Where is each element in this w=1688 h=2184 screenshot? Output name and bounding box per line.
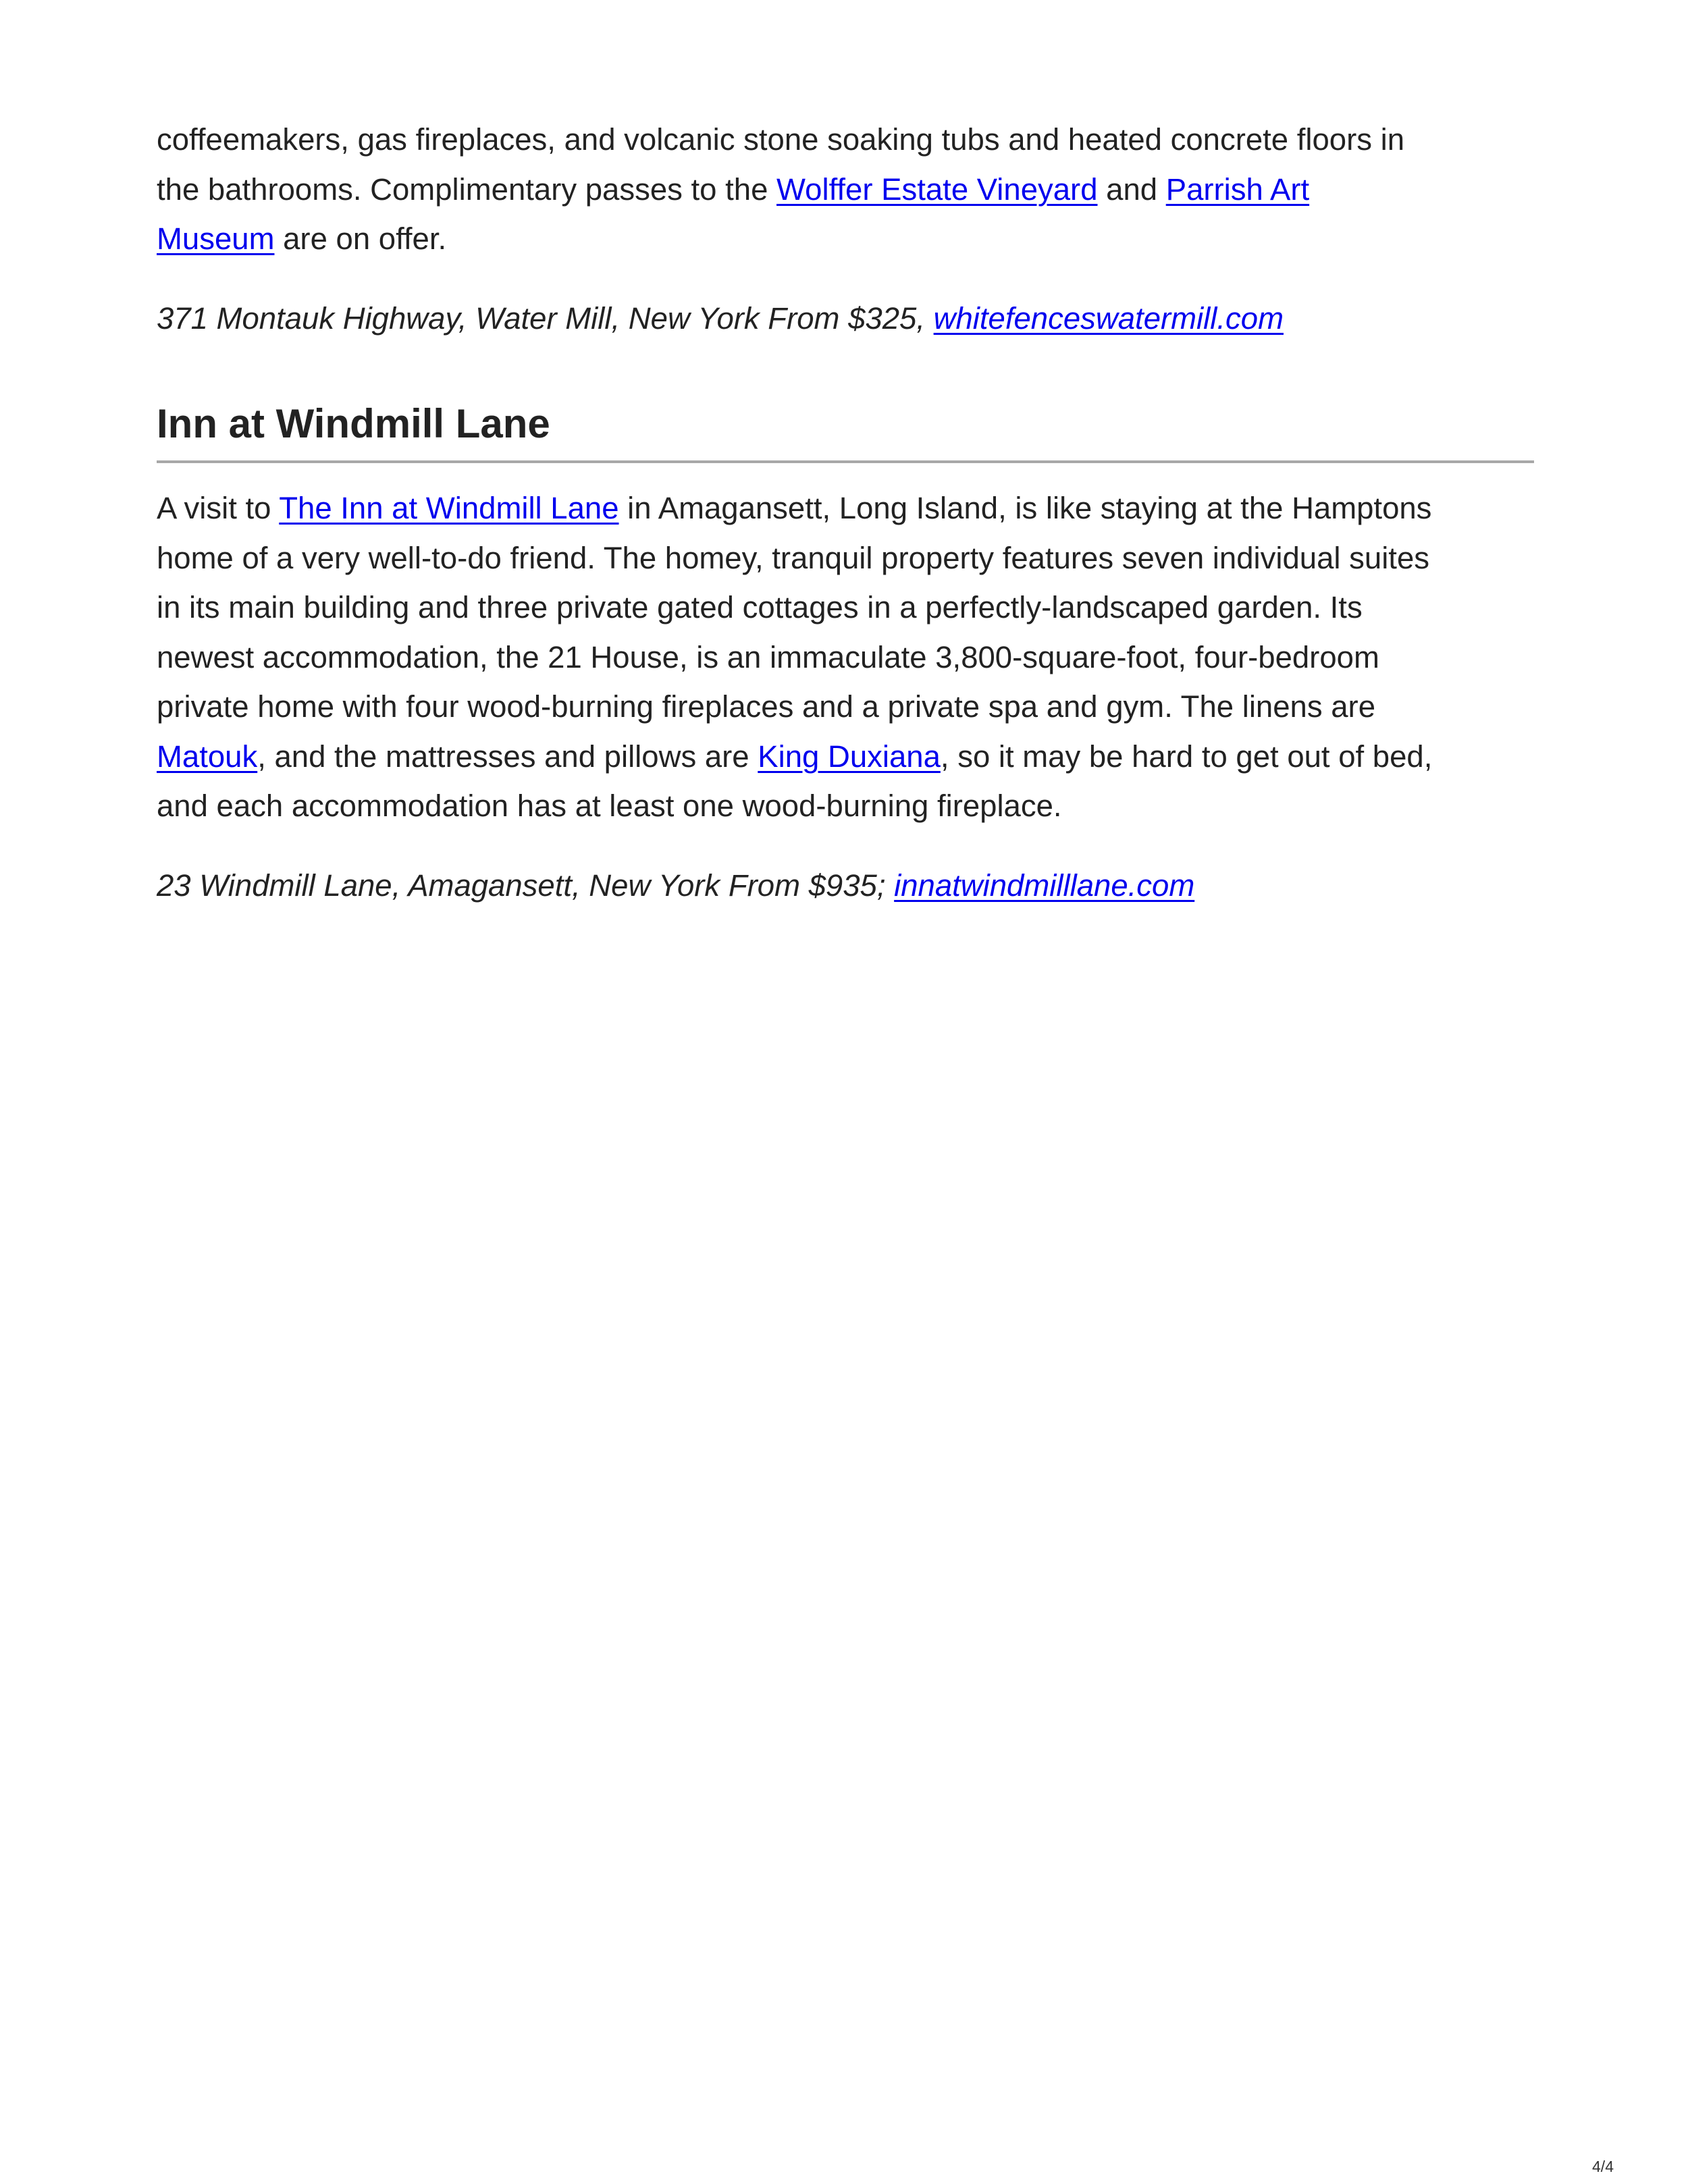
body-line-3: in its main building and three private gated cottages in a perfectly-landscaped garden. Its xyxy=(157,590,1363,624)
inn-description-paragraph xyxy=(157,483,1534,831)
inn-website-link[interactable]: innatwindmilllane.com xyxy=(894,868,1195,903)
body-line-6-after: , so it may be hard to get out of bed, xyxy=(940,739,1433,774)
and-text: and xyxy=(1097,171,1166,207)
whitefences-website-link[interactable]: whitefenceswatermill.com xyxy=(933,300,1284,336)
body-line-1-after: in Amagansett, Long Island, is like staying at the Hamptons xyxy=(618,491,1432,525)
wolffer-estate-vineyard-link[interactable]: Wolffer Estate Vineyard xyxy=(776,171,1098,207)
page-number: 4/4 xyxy=(1592,2158,1614,2175)
body-line-4: newest accommodation, the 21 House, is an immaculate 3,800-square-foot, four-bedroom xyxy=(157,639,1379,674)
body-line-1-before: A visit to xyxy=(157,491,280,525)
heading-divider xyxy=(157,460,1534,463)
parrish-link-part-1: Parrish Art xyxy=(1165,171,1310,207)
intro-line-3-tail: are on offer. xyxy=(274,221,447,256)
article-content xyxy=(157,115,1534,910)
section-heading: Inn at Windmill Lane xyxy=(157,401,550,446)
inn-address-text: 23 Windmill Lane, Amagansett, New York From $935; xyxy=(157,868,895,903)
parrish-link-part-2: Museum xyxy=(157,221,275,256)
matouk-link[interactable]: Matouk xyxy=(157,739,258,774)
intro-line-1: coffeemakers, gas fireplaces, and volcanic stone soaking tubs and heated concrete floors in xyxy=(157,122,1405,157)
body-line-2: home of a very well-to-do friend. The homey, tranquil property features seven individual suites xyxy=(157,540,1430,575)
whitefences-address xyxy=(157,294,1534,344)
king-duxiana-link[interactable]: King Duxiana xyxy=(758,739,941,774)
body-line-6-middle: , and the mattresses and pillows are xyxy=(257,739,758,774)
intro-paragraph xyxy=(157,115,1534,264)
body-line-5: private home with four wood-burning fireplaces and a private spa and gym. The linens are xyxy=(157,689,1376,724)
inn-at-windmill-lane-link[interactable]: The Inn at Windmill Lane xyxy=(279,491,619,525)
intro-line-2-text: the bathrooms. Complimentary passes to the xyxy=(157,171,777,207)
body-line-7: and each accommodation has at least one wood-burning fireplace. xyxy=(157,789,1062,823)
inn-address xyxy=(157,861,1534,911)
whitefences-address-text: 371 Montauk Highway, Water Mill, New York From $325, xyxy=(157,300,934,336)
